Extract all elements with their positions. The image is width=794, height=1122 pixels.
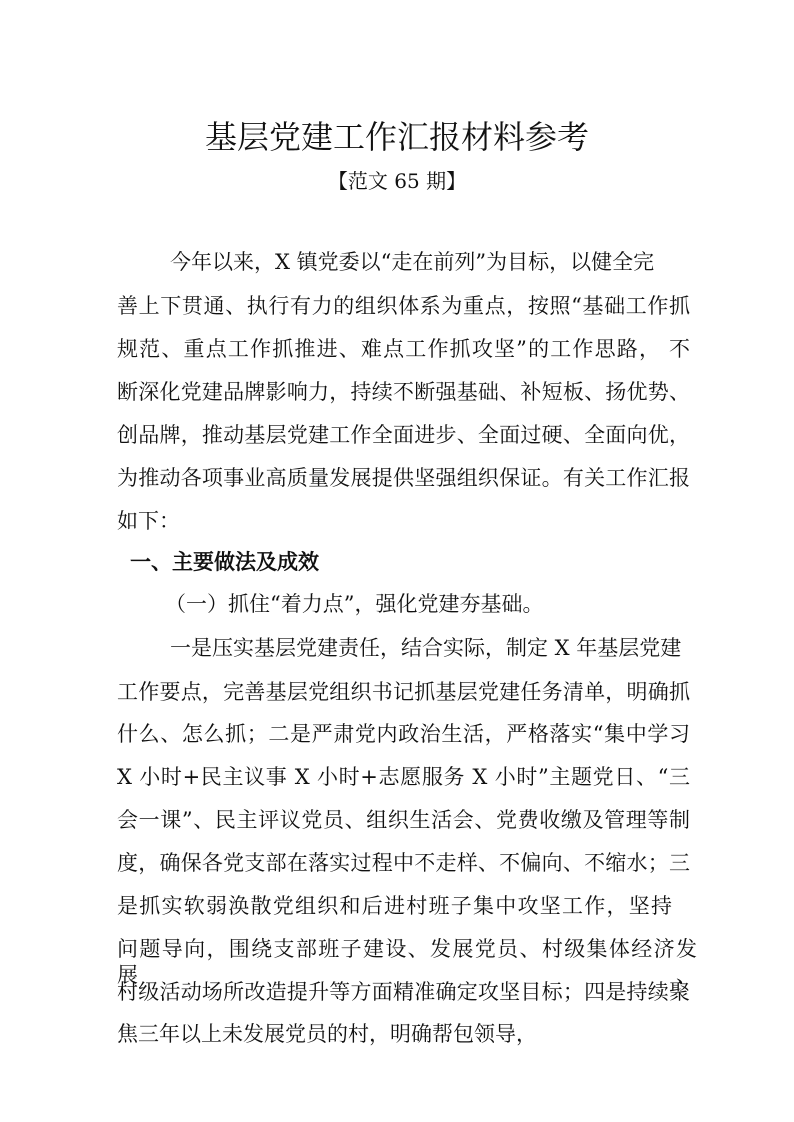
paragraph-line: 村级活动场所改造提升等方面精准确定攻坚目标；四是持续聚	[117, 980, 690, 1004]
paragraph-line: 创品牌，推动基层党建工作全面进步、全面过硬、全面向优，	[117, 423, 690, 447]
document-subtitle: 【范文 65 期】	[327, 169, 467, 193]
paragraph-line: 如下：	[117, 509, 180, 533]
paragraph-line: 会一课”、民主评议党员、组织生活会、党费收缴及管理等制	[117, 808, 690, 832]
paragraph-line: 今年以来，X 镇党委以“走在前列”为目标，以健全完	[170, 250, 655, 274]
paragraph-line: 问题导向，围绕支部班子建设、发展党员、村级集体经济发展、	[117, 937, 697, 987]
paragraph-line: 为推动各项事业高质量发展提供坚强组织保证。有关工作汇报	[117, 466, 690, 490]
paragraph-line: 度，确保各党支部在落实过程中不走样、不偏向、不缩水；三	[117, 851, 690, 875]
document-title: 基层党建工作汇报材料参考	[204, 118, 589, 156]
paragraph-line: 工作要点，完善基层党组织书记抓基层党建任务清单，明确抓	[117, 680, 690, 704]
subsection-heading: （一）抓住“着力点”，强化党建夯基础。	[165, 592, 544, 616]
paragraph-line: X 小时+民主议事 X 小时+志愿服务 X 小时”主题党日、“三	[117, 765, 690, 789]
paragraph-line: 规范、重点工作抓推进、难点工作抓攻坚”的工作思路， 不	[117, 337, 690, 361]
paragraph-line: 什么、怎么抓；二是严肃党内政治生活，严格落实“集中学习	[117, 722, 690, 746]
paragraph-line: 焦三年以上未发展党员的村，明确帮包领导，	[117, 1022, 537, 1046]
section-heading: 一、主要做法及成效	[130, 550, 319, 574]
paragraph-line: 一是压实基层党建责任，结合实际，制定 X 年基层党建	[170, 636, 682, 660]
paragraph-line: 断深化党建品牌影响力，持续不断强基础、补短板、扬优势、	[117, 380, 690, 404]
paragraph-line: 善上下贯通、执行有力的组织体系为重点，按照“基础工作抓	[117, 294, 690, 318]
paragraph-line: 是抓实软弱涣散党组织和后进村班子集中攻坚工作，坚持	[117, 894, 672, 918]
